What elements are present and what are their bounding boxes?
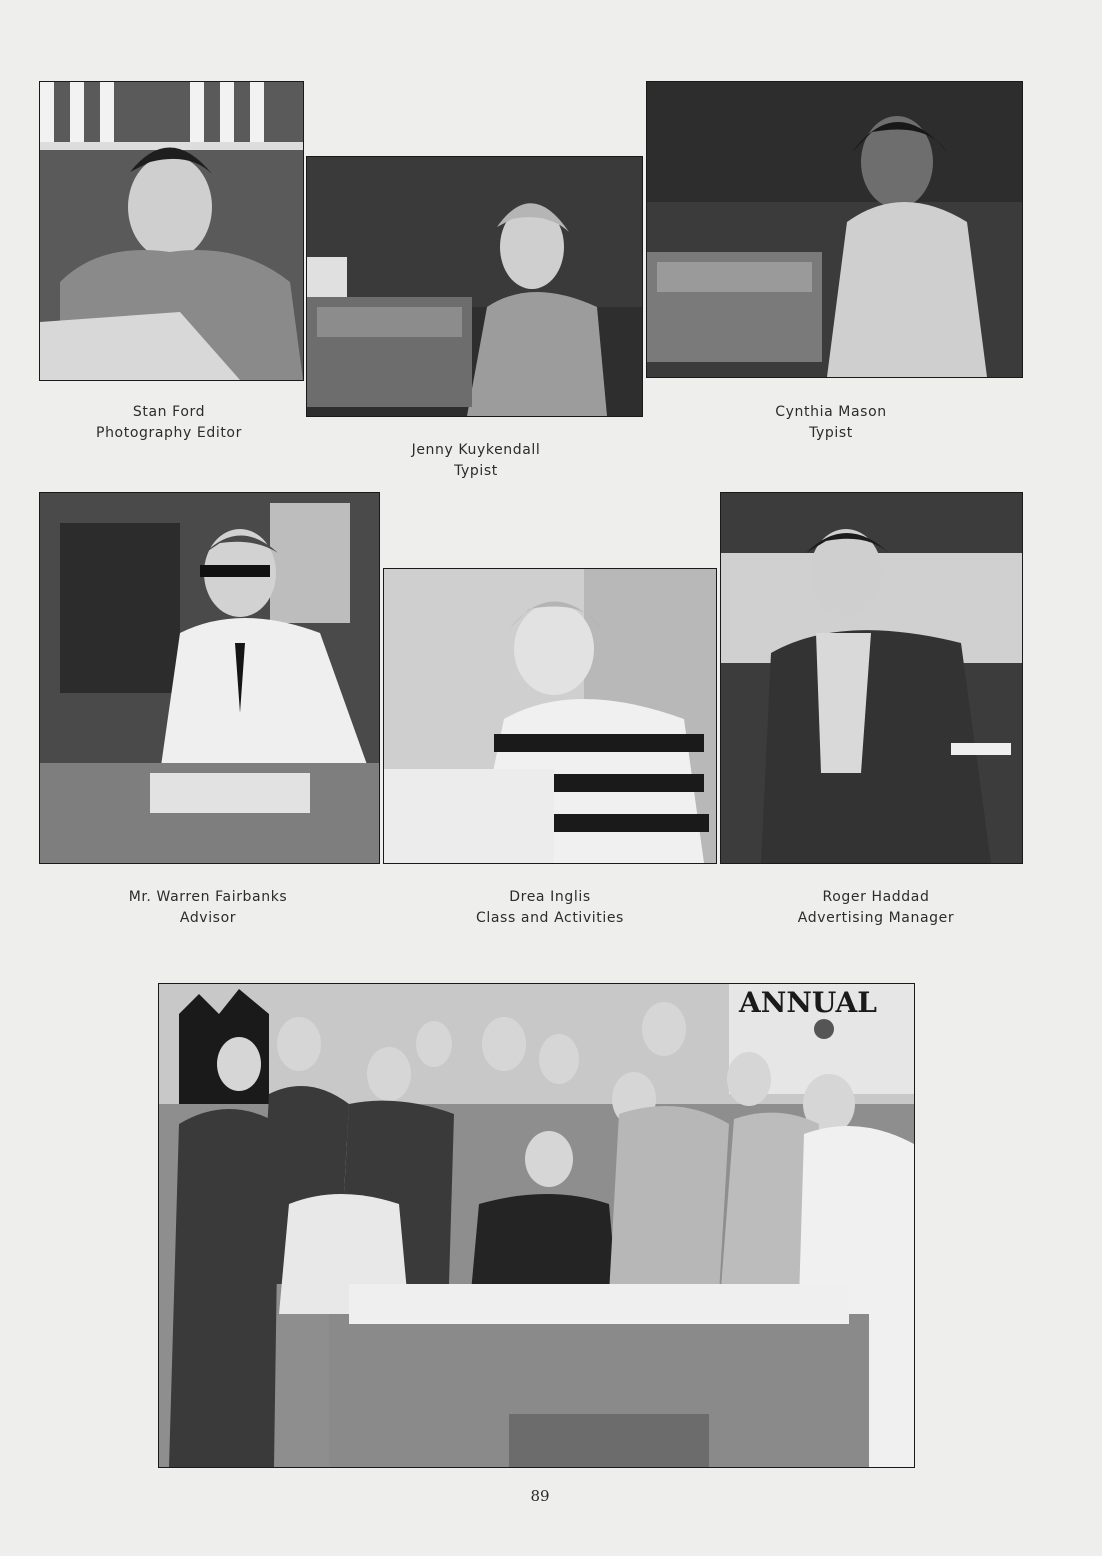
caption-role: Photography Editor [96,425,242,441]
group-photo [158,983,915,1468]
caption-drea-inglis [450,887,650,929]
caption-name: Roger Haddad [822,889,930,905]
page-number: 89 [530,1487,550,1505]
photo-jenny-kuykendall [306,156,643,417]
photo-drea-inglis [383,568,717,864]
caption-role: Typist [809,425,853,441]
photo-stan-ford [39,81,304,381]
photo-cynthia-mason [646,81,1023,378]
caption-role: Advertising Manager [797,910,955,926]
caption-cynthia-mason [731,402,931,444]
caption-jenny-kuykendall [376,440,576,482]
caption-roger-haddad [766,887,986,929]
caption-role: Advisor [179,910,237,926]
annual-sign-text: ANNUAL [739,986,877,1019]
caption-name: Stan Ford [132,404,206,420]
caption-name: Cynthia Mason [775,404,887,420]
caption-name: Drea Inglis [509,889,591,905]
caption-role: Class and Activities [476,910,624,926]
caption-name: Mr. Warren Fairbanks [128,889,288,905]
caption-role: Typist [454,463,498,479]
photo-roger-haddad [720,492,1023,864]
caption-name: Jenny Kuykendall [411,442,541,458]
photo-warren-fairbanks [39,492,380,864]
caption-warren-fairbanks [98,887,318,929]
caption-stan-ford [69,402,269,444]
